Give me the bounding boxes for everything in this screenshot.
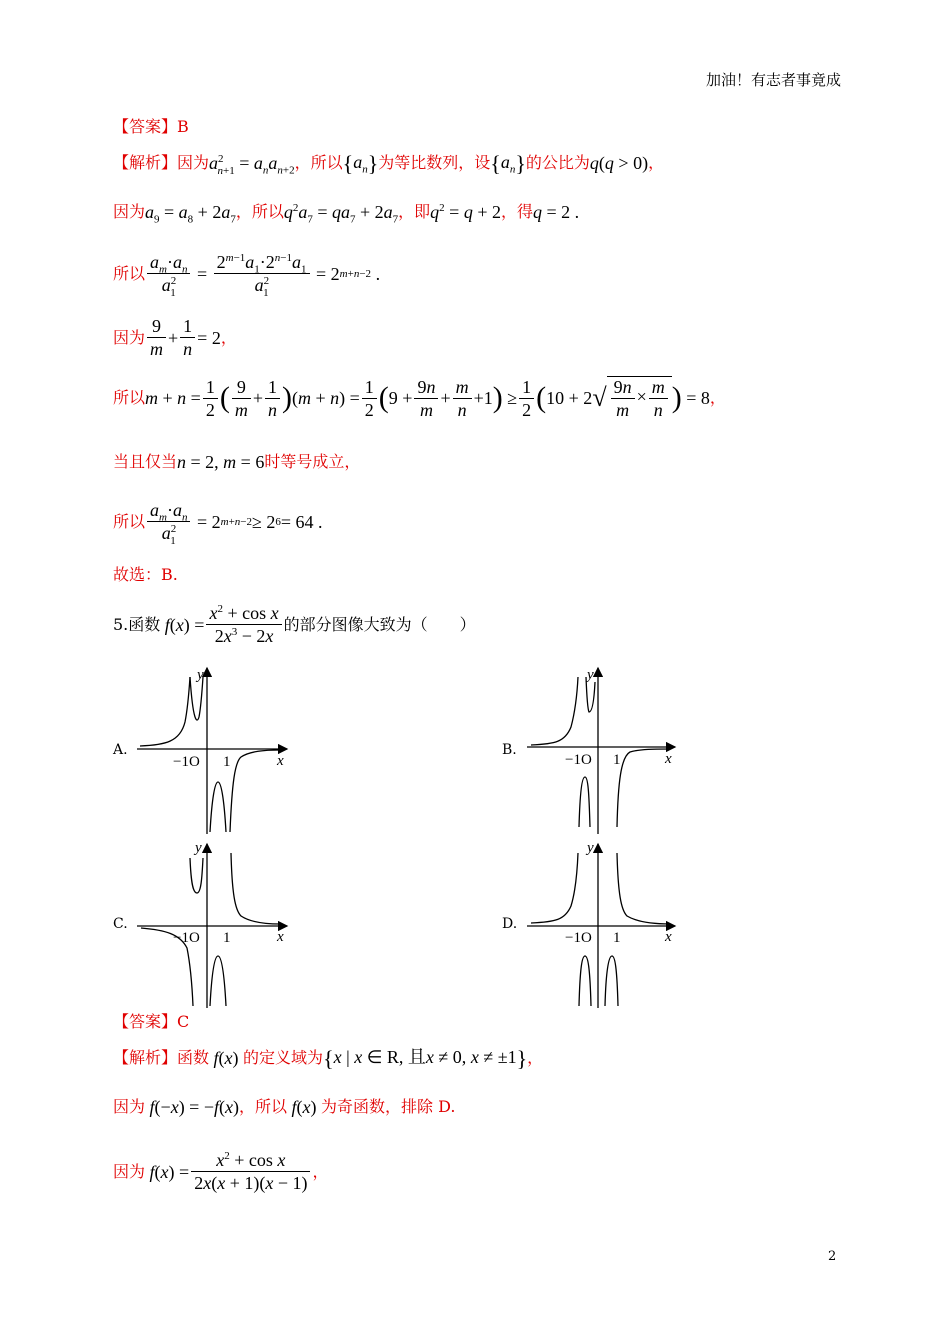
option-b-label[interactable]: B. — [502, 742, 517, 758]
option-c-label[interactable]: C. — [113, 916, 128, 932]
graph-a-one-label: 1 — [223, 754, 231, 770]
graph-b-y-label: y — [587, 667, 594, 683]
q5-stem: 5.函数 f ( x ) = $\frac{x^2 + \cos x}{2x^3 - 2x}$ 的部分图像大致为（ ） — [113, 603, 476, 646]
q5-analysis-line-1: 【解析】 函数 f(x) 的定义域为 {x | x ∈ R, 且x ≠ 0, x ≠ ±1} ， — [113, 1045, 544, 1071]
graph-d-y-label: y — [587, 840, 594, 856]
q4-analysis-line-4: 因为 $\frac{9}{m}$ + $\frac{1}{n}$ = 2 ， — [113, 316, 237, 359]
graph-c-y-label: y — [195, 840, 202, 856]
q4-conclusion: 故选：B. — [113, 565, 178, 584]
header-motto: 加油！有志者事竟成 — [706, 71, 842, 89]
graph-option-b[interactable] — [525, 662, 685, 837]
graph-b-x-label: x — [665, 751, 672, 767]
q4-analysis-line-6: 当且仅当 n = 2, m = 6 时等号成立， — [113, 452, 361, 472]
q4-analysis-line-3: 所以 $\frac{a_m\cdot a_n}{a^2_1}$ = $\frac{2^{m-1}a_1\cdot 2^{n-1}a_1}{a^2_1}$ = 2 m+n−2 . — [113, 252, 381, 299]
graph-d-one-label: 1 — [613, 930, 621, 946]
q4-analysis-line-2: 因为 $a_9 = a_8 + 2a_7$ ，所以 $q^2a_7 = qa_7 + 2a_7$ ，即 $q^2 = q + 2$ ，得 q = 2 . — [113, 202, 580, 226]
graph-c-origin-label: −1O — [173, 930, 200, 946]
graph-a-origin-label: −1O — [173, 754, 200, 770]
graph-c-x-label: x — [277, 929, 284, 945]
q4-analysis-line-5: 所以 m + n = $\frac{1}{2}$ ( $\frac{9}{m}$ + $\frac{1}{n}$ ) ( m + n ) = $\frac{1}{2}$ ( 9 + $\frac{9n}{m}$ + $\frac{m}{n}$ +1 ) ≥ $\frac{1}{2}$ ( 10 + 2 √ $\frac{9n}{m}$ × $\frac{m}{n}$ ) = 8 ， — [113, 376, 726, 420]
q4-answer: 【答案】B — [113, 117, 189, 136]
option-d-label[interactable]: D. — [502, 916, 518, 932]
page-number: 2 — [828, 1249, 837, 1264]
graph-option-d[interactable] — [525, 838, 685, 1010]
graph-option-a[interactable] — [135, 662, 295, 837]
graph-c-one-label: 1 — [223, 930, 231, 946]
q4-analysis-line-7: 所以 $\frac{a_m\cdot a_n}{a^2_1}$ = 2 m+n−2 ≥ 2 6 = 64 . — [113, 500, 323, 547]
q5-answer: 【答案】C — [113, 1012, 190, 1031]
q5-analysis-line-2: 因为 f(−x) = −f(x) ，所以 f(x) 为奇函数，排除 D. — [113, 1097, 456, 1117]
graph-a-x-label: x — [277, 753, 284, 769]
graph-d-x-label: x — [665, 929, 672, 945]
q5-analysis-line-3: 因为 f ( x ) = $\frac{x^2 + \cos x}{2x(x + 1)(x - 1)}$ ， — [113, 1150, 329, 1193]
graph-b-one-label: 1 — [613, 752, 621, 768]
graph-a-y-label: y — [197, 667, 204, 683]
q4-analysis-line-1: 【解析】 因为 $a^2_{n+1} = a_na_{n+2}$ ，所以 $\{a_n\}$ 为等比数列，设 $\{a_n\}$ 的公比为 q(q > 0) ， — [113, 150, 665, 178]
graph-b-origin-label: −1O — [565, 752, 592, 768]
graph-option-c[interactable] — [135, 838, 295, 1010]
option-a-label[interactable]: A. — [113, 742, 128, 758]
graph-d-origin-label: −1O — [565, 930, 592, 946]
